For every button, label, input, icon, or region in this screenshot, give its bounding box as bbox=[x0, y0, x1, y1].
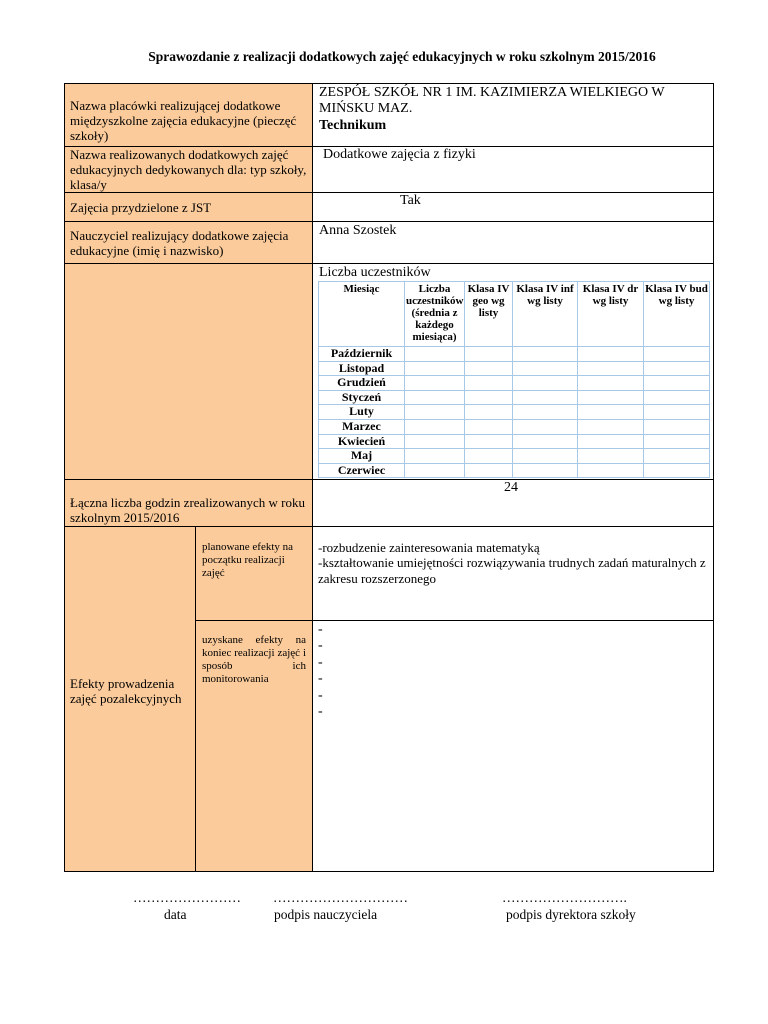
month-cell: Maj bbox=[319, 449, 405, 464]
table-column-divider bbox=[312, 83, 313, 872]
data-cell[interactable] bbox=[513, 361, 578, 376]
data-cell[interactable] bbox=[513, 434, 578, 449]
data-cell[interactable] bbox=[465, 390, 513, 405]
table-row bbox=[319, 463, 710, 478]
month-cell: Listopad bbox=[319, 361, 405, 376]
achieved-effects-label: uzyskane efekty na koniec realizacji zajęć i sposób ich monitorowania bbox=[202, 634, 306, 685]
column-header: Klasa IV dr wg listy bbox=[578, 282, 644, 347]
table-subcolumn-divider bbox=[195, 526, 196, 872]
month-cell: Styczeń bbox=[319, 390, 405, 405]
activity-value: Dodatkowe zajęcia z fizyki bbox=[323, 147, 476, 162]
row-divider bbox=[64, 479, 714, 480]
data-cell[interactable] bbox=[405, 376, 465, 391]
data-cell[interactable] bbox=[465, 463, 513, 478]
data-cell[interactable] bbox=[465, 419, 513, 434]
data-cell[interactable] bbox=[578, 463, 644, 478]
data-cell[interactable] bbox=[513, 347, 578, 362]
school-name: ZESPÓŁ SZKÓŁ NR 1 IM. KAZIMIERZA WIELKIEGO W MIŃSKU MAZ. bbox=[319, 85, 665, 116]
data-cell[interactable] bbox=[513, 390, 578, 405]
table-border-left bbox=[64, 83, 65, 872]
data-cell[interactable] bbox=[578, 405, 644, 420]
data-cell[interactable] bbox=[578, 434, 644, 449]
column-header: Klasa IV geo wg listy bbox=[465, 282, 513, 347]
data-cell[interactable] bbox=[405, 463, 465, 478]
table-row bbox=[319, 347, 710, 362]
data-cell[interactable] bbox=[465, 434, 513, 449]
planned-effects-label: planowane efekty na początku realizacji zajęć bbox=[202, 541, 294, 579]
director-signature-dots: ………………………. bbox=[502, 890, 627, 905]
data-cell[interactable] bbox=[513, 463, 578, 478]
achieved-effect-item: - bbox=[318, 638, 323, 653]
data-cell[interactable] bbox=[578, 390, 644, 405]
data-cell[interactable] bbox=[405, 449, 465, 464]
achieved-effect-item: - bbox=[318, 704, 323, 719]
teacher-value: Anna Szostek bbox=[319, 223, 397, 238]
data-cell[interactable] bbox=[578, 419, 644, 434]
month-cell: Październik bbox=[319, 347, 405, 362]
data-cell[interactable] bbox=[465, 347, 513, 362]
date-label: data bbox=[164, 907, 187, 922]
table-row bbox=[319, 419, 710, 434]
achieved-effect-item: - bbox=[318, 622, 323, 637]
table-row bbox=[319, 361, 710, 376]
table-row bbox=[319, 376, 710, 391]
column-header: Miesiąc bbox=[319, 282, 405, 347]
data-cell[interactable] bbox=[578, 449, 644, 464]
data-cell[interactable] bbox=[513, 449, 578, 464]
data-cell[interactable] bbox=[644, 390, 710, 405]
achieved-effect-item: - bbox=[318, 655, 323, 670]
data-cell[interactable] bbox=[578, 347, 644, 362]
data-cell[interactable] bbox=[465, 361, 513, 376]
data-cell[interactable] bbox=[578, 361, 644, 376]
achieved-effect-item: - bbox=[318, 671, 323, 686]
planned-effect-item: -rozbudzenie zainteresowania matematyką bbox=[318, 540, 540, 555]
data-cell[interactable] bbox=[513, 405, 578, 420]
data-cell[interactable] bbox=[405, 361, 465, 376]
month-cell: Marzec bbox=[319, 419, 405, 434]
hours-value: 24 bbox=[504, 480, 518, 495]
participants-heading: Liczba uczestników bbox=[319, 265, 431, 280]
hours-label: Łączna liczba godzin zrealizowanych w roku szkolnym 2015/2016 bbox=[70, 495, 305, 525]
data-cell[interactable] bbox=[644, 434, 710, 449]
column-header: Liczba uczestników (średnia z każdego miesiąca) bbox=[405, 282, 465, 347]
data-cell[interactable] bbox=[405, 347, 465, 362]
table-row bbox=[319, 405, 710, 420]
participants-header-row bbox=[319, 282, 710, 347]
date-dots: …………………… bbox=[133, 890, 241, 905]
teacher-label: Nauczyciel realizujący dodatkowe zajęcia edukacyjne (imię i nazwisko) bbox=[70, 228, 289, 258]
data-cell[interactable] bbox=[644, 361, 710, 376]
table-border-right bbox=[713, 83, 714, 872]
column-header: Klasa IV bud wg listy bbox=[644, 282, 710, 347]
data-cell[interactable] bbox=[405, 405, 465, 420]
activity-label: Nazwa realizowanych dodatkowych zajęć edukacyjnych dedykowanych dla: typ szkoły, klasa/y bbox=[70, 147, 307, 192]
data-cell[interactable] bbox=[513, 419, 578, 434]
page-title: Sprawozdanie z realizacji dodatkowych zajęć edukacyjnych w roku szkolnym 2015/2016 bbox=[148, 49, 656, 64]
table-row bbox=[319, 449, 710, 464]
row-divider bbox=[64, 526, 714, 527]
column-header: Klasa IV inf wg listy bbox=[513, 282, 578, 347]
data-cell[interactable] bbox=[644, 463, 710, 478]
school-type: Technikum bbox=[319, 118, 387, 133]
row-divider bbox=[64, 192, 714, 193]
data-cell[interactable] bbox=[465, 376, 513, 391]
month-cell: Luty bbox=[319, 405, 405, 420]
row-divider bbox=[64, 263, 714, 264]
teacher-signature-dots: ………………………… bbox=[273, 890, 408, 905]
effects-label: Efekty prowadzenia zajęć pozalekcyjnych bbox=[70, 676, 182, 706]
table-row bbox=[319, 390, 710, 405]
table-border-top bbox=[64, 83, 714, 84]
teacher-signature-label: podpis nauczyciela bbox=[274, 907, 378, 922]
data-cell[interactable] bbox=[465, 449, 513, 464]
data-cell[interactable] bbox=[465, 405, 513, 420]
month-cell: Kwiecień bbox=[319, 434, 405, 449]
jst-label: Zajęcia przydzielone z JST bbox=[70, 200, 212, 215]
school-label: Nazwa placówki realizującej dodatkowe międzyszkolne zajęcia edukacyjne (pieczęć szkoły) bbox=[70, 98, 297, 143]
data-cell[interactable] bbox=[513, 376, 578, 391]
row-divider bbox=[64, 221, 714, 222]
data-cell[interactable] bbox=[644, 347, 710, 362]
month-cell: Czerwiec bbox=[319, 463, 405, 478]
row-divider bbox=[195, 620, 714, 621]
data-cell[interactable] bbox=[644, 419, 710, 434]
data-cell[interactable] bbox=[405, 419, 465, 434]
data-cell[interactable] bbox=[405, 434, 465, 449]
planned-effect-item: -kształtowanie umiejętności rozwiązywania trudnych zadań maturalnych z zakresu rozszerzonego bbox=[318, 555, 706, 586]
achieved-effect-item: - bbox=[318, 688, 323, 703]
data-cell[interactable] bbox=[644, 376, 710, 391]
data-cell[interactable] bbox=[644, 405, 710, 420]
participants-table bbox=[318, 281, 710, 477]
data-cell[interactable] bbox=[644, 449, 710, 464]
data-cell[interactable] bbox=[578, 376, 644, 391]
table-border-bottom bbox=[64, 871, 714, 872]
director-signature-label: podpis dyrektora szkoły bbox=[506, 907, 636, 922]
table-row bbox=[319, 434, 710, 449]
data-cell[interactable] bbox=[405, 390, 465, 405]
jst-value: Tak bbox=[400, 193, 421, 208]
month-cell: Grudzień bbox=[319, 376, 405, 391]
